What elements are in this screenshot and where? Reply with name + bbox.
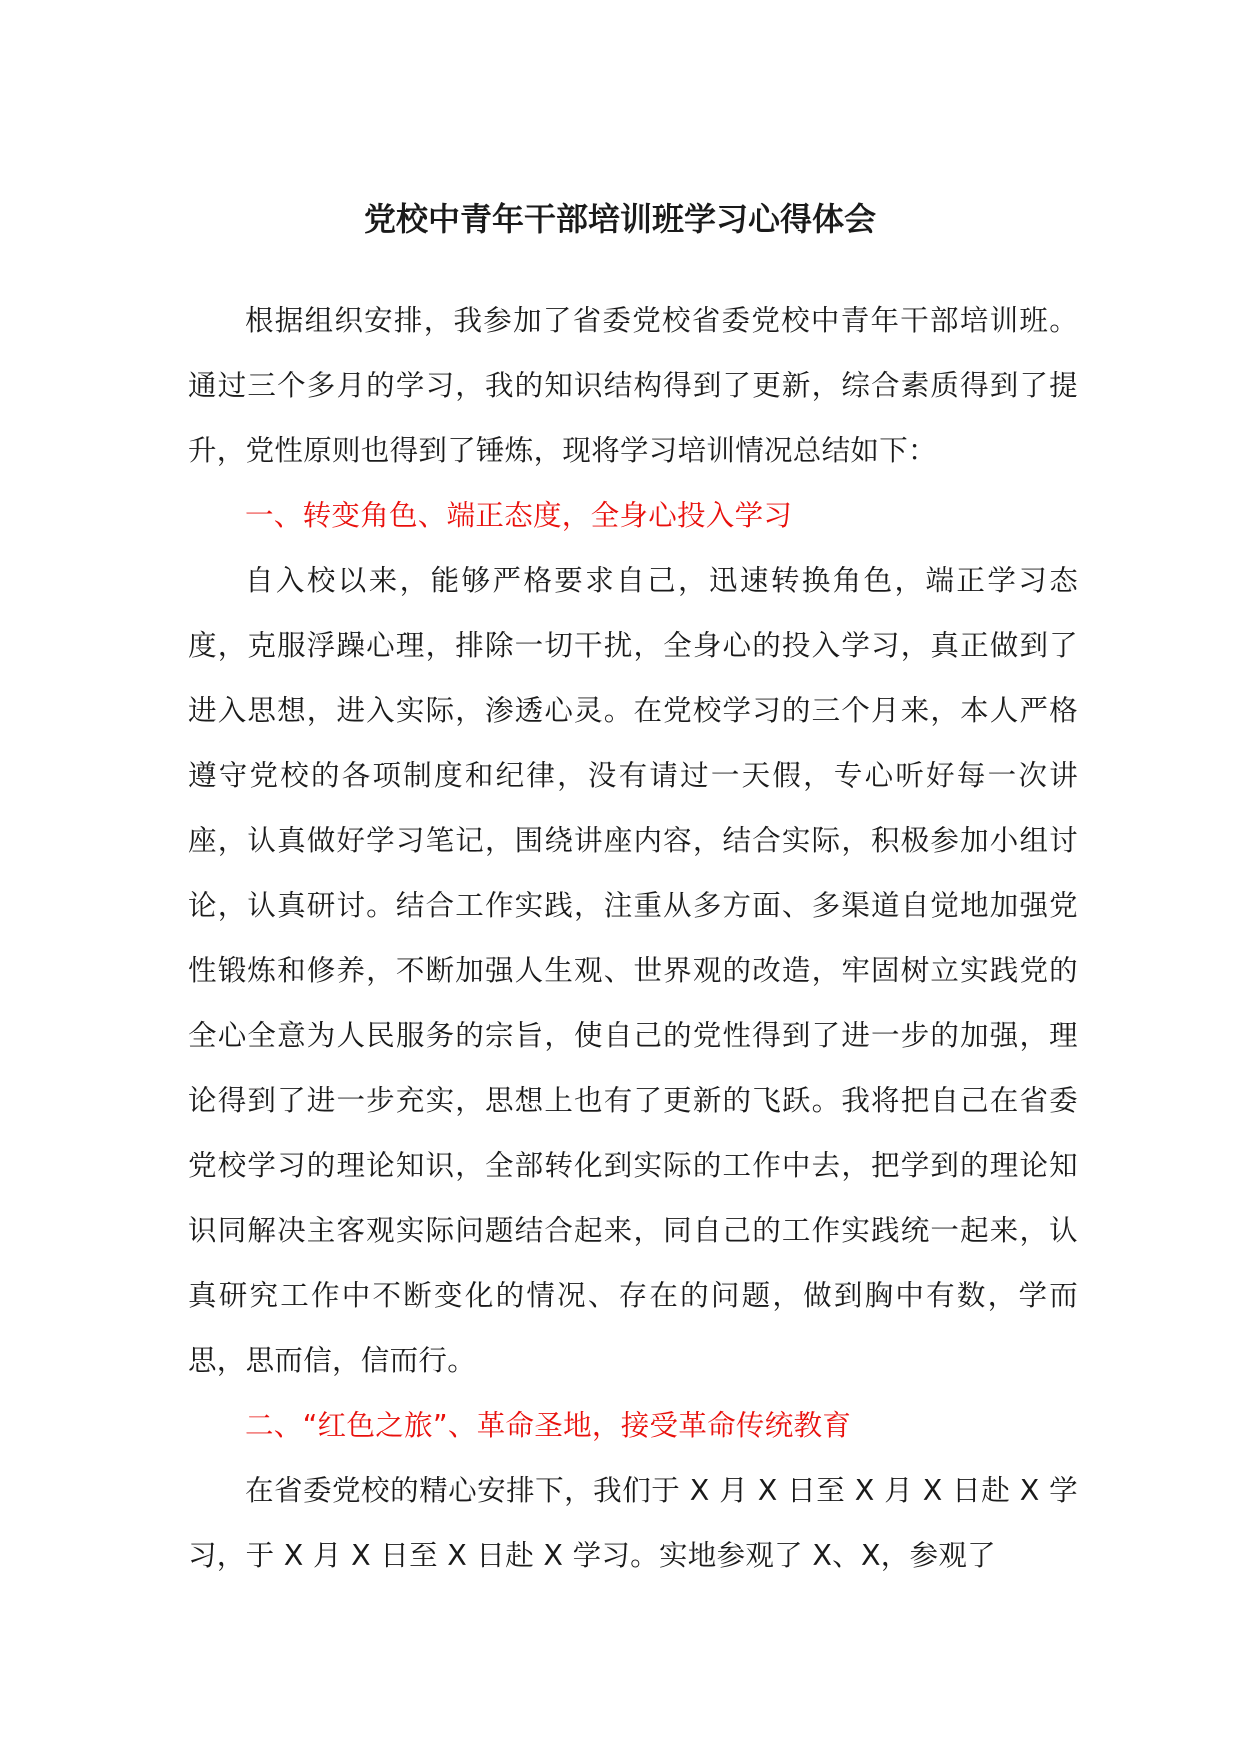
intro-paragraph: 根据组织安排，我参加了省委党校省委党校中青年干部培训班。通过三个多月的学习，我的知识结构得到了更新，综合素质得到了提升，党性原则也得到了锤炼，现将学习培训情况总结如下： <box>188 304 1078 467</box>
section-1-paragraph: 自入校以来，能够严格要求自己，迅速转换角色，端正学习态度，克服浮躁心理，排除一切干扰，全身心的投入学习，真正做到了进入思想，进入实际，渗透心灵。在党校学习的三个月来，本人严格遵守党校的各项制度和纪律，没有请过一天假，专心听好每一次讲座，认真做好学习笔记，围绕讲座内容，结合实际，积极参加小组讨论，认真研讨。结合工作实践，注重从多方面、多渠道自觉地加强党性锻炼和修养，不断加强人生观、世界观的改造，牢固树立实践党的全心全意为人民服务的宗旨，使自己的党性得到了进一步的加强，理论得到了进一步充实，思想上也有了更新的飞跃。我将把自己在省委党校学习的理论知识，全部转化到实际的工作中去，把学到的理论知识同解决主客观实际问题结合起来，同自己的工作实践统一起来，认真研究工作中不断变化的情况、存在的问题，做到胸中有数，学而思，思而信，信而行。 <box>188 564 1078 1377</box>
section-heading-2: 二、“红色之旅”、革命圣地，接受革命传统教育 <box>245 1409 852 1442</box>
section-heading-1: 一、转变角色、端正态度，全身心投入学习 <box>245 499 793 532</box>
document-title: 党校中青年干部培训班学习心得体会 <box>363 200 876 238</box>
document-body <box>188 288 1078 1588</box>
section-2-paragraph: 在省委党校的精心安排下，我们于 X 月 X 日至 X 月 X 日赴 X 学习，于 X 月 X 日至 X 日赴 X 学习。实地参观了 X、X，参观了 <box>188 1474 1078 1572</box>
